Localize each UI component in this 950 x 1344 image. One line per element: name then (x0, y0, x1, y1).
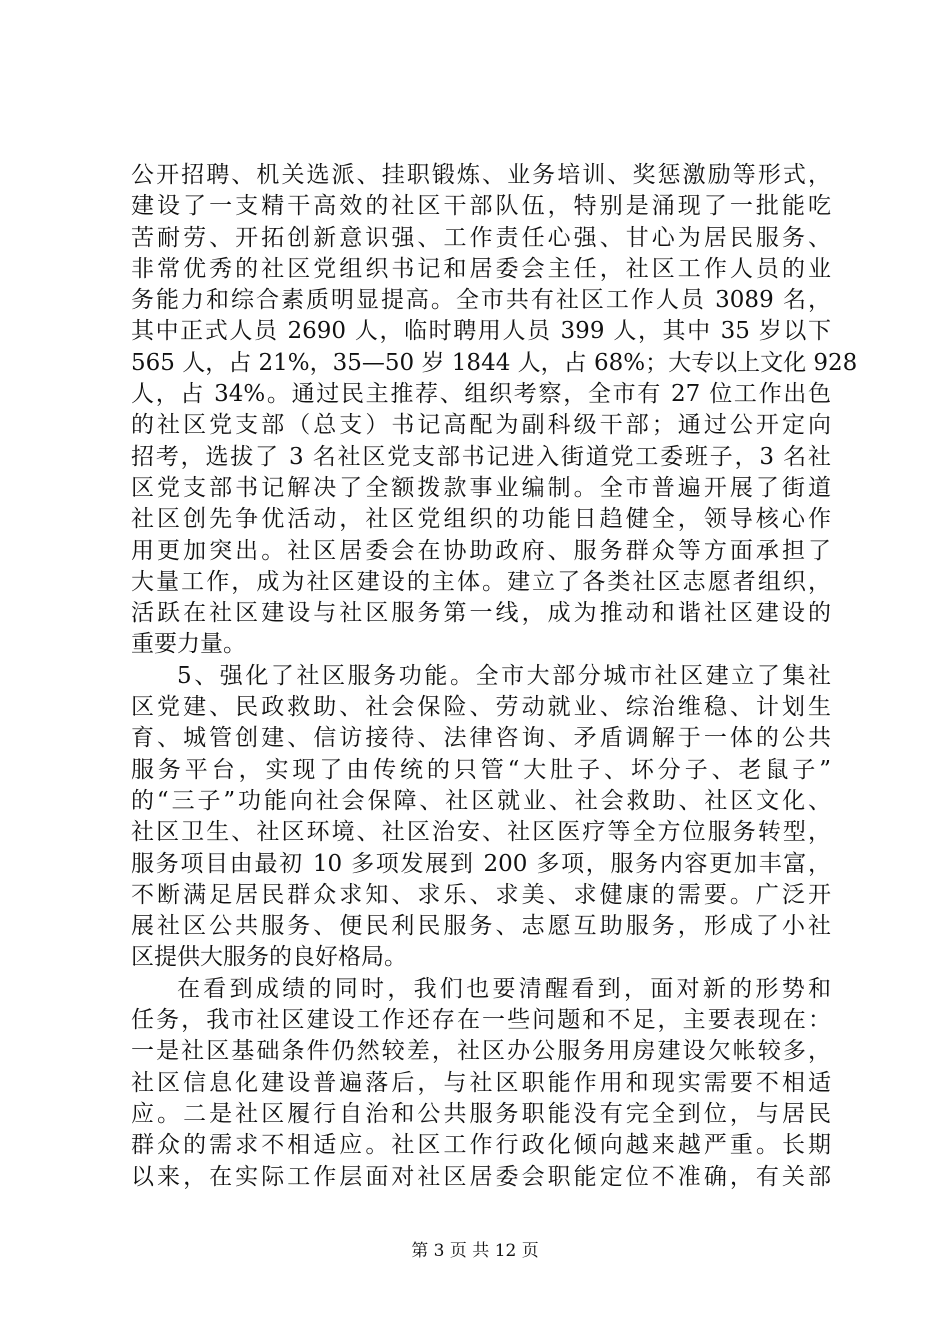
text-line: 的社区党支部（总支）书记高配为副科级干部；通过公开定向 (131, 412, 831, 439)
text-line: 以来，在实际工作层面对社区居委会职能定位不准确，有关部 (131, 1163, 831, 1190)
text-line: 服务平台，实现了由传统的只管“大肚子、坏分子、老鼠子” (131, 756, 831, 783)
text-line: 苦耐劳、开拓创新意识强、工作责任心强、甘心为居民服务、 (131, 224, 831, 251)
text-line: 在看到成绩的同时，我们也要清醒看到，面对新的形势和 (177, 975, 831, 1002)
text-line: 重要力量。 (131, 631, 246, 658)
text-line: 任务，我市社区建设工作还存在一些问题和不足，主要表现在： (131, 1007, 831, 1034)
text-line: 区党支部书记解决了全额拨款事业编制。全市普遍开展了街道 (131, 474, 831, 501)
text-line: 务能力和综合素质明显提高。全市共有社区工作人员 3089 名， (131, 287, 831, 314)
document-body (131, 160, 858, 1193)
text-line: 社区卫生、社区环境、社区治安、社区医疗等全方位服务转型， (131, 819, 831, 846)
text-line: 人，占 34%。通过民主推荐、组织考察，全市有 27 位工作出色 (131, 381, 831, 408)
text-line: 非常优秀的社区党组织书记和居委会主任，社区工作人员的业 (131, 255, 831, 282)
text-line: 育、城管创建、信访接待、法律咨询、矛盾调解于一体的公共 (131, 725, 831, 752)
text-line: 公开招聘、机关选派、挂职锻炼、业务培训、奖惩激励等形式， (131, 162, 831, 188)
text-line: 应。二是社区履行自治和公共服务职能没有完全到位，与居民 (131, 1100, 831, 1127)
text-line: 的“三子”功能向社会保障、社区就业、社会救助、社区文化、 (131, 787, 831, 814)
text-line: 大量工作，成为社区建设的主体。建立了各类社区志愿者组织， (131, 568, 831, 595)
text-line: 服务项目由最初 10 多项发展到 200 多项，服务内容更加丰富， (131, 850, 831, 877)
page-footer: 第 3 页 共 12 页 (411, 1241, 539, 1261)
text-line: 565 人，占 21%，35—50 岁 1844 人，占 68%；大专以上文化 928 (131, 349, 858, 376)
text-line: 区提供大服务的良好格局。 (131, 944, 407, 971)
text-line: 一是社区基础条件仍然较差，社区办公服务用房建设欠帐较多， (131, 1038, 831, 1065)
text-line: 其中正式人员 2690 人，临时聘用人员 399 人，其中 35 岁以下 (131, 318, 831, 345)
text-line: 活跃在社区建设与社区服务第一线，成为推动和谐社区建设的 (131, 600, 831, 627)
text-line: 社区信息化建设普遍落后，与社区职能作用和现实需要不相适 (131, 1069, 831, 1096)
text-line: 不断满足居民群众求知、求乐、求美、求健康的需要。广泛开 (131, 881, 831, 908)
text-line: 社区创先争优活动，社区党组织的功能日趋健全，领导核心作 (131, 506, 831, 533)
text-line: 5、强化了社区服务功能。全市大部分城市社区建立了集社 (177, 662, 831, 689)
text-line: 建设了一支精干高效的社区干部队伍，特别是涌现了一批能吃 (131, 193, 831, 220)
text-line: 招考，选拔了 3 名社区党支部书记进入街道党工委班子，3 名社 (131, 443, 831, 470)
text-line: 展社区公共服务、便民利民服务、志愿互助服务，形成了小社 (131, 913, 831, 940)
text-line: 群众的需求不相适应。社区工作行政化倾向越来越严重。长期 (131, 1132, 831, 1159)
text-line: 用更加突出。社区居委会在协助政府、服务群众等方面承担了 (131, 537, 831, 564)
text-line: 区党建、民政救助、社会保险、劳动就业、综治维稳、计划生 (131, 694, 831, 721)
